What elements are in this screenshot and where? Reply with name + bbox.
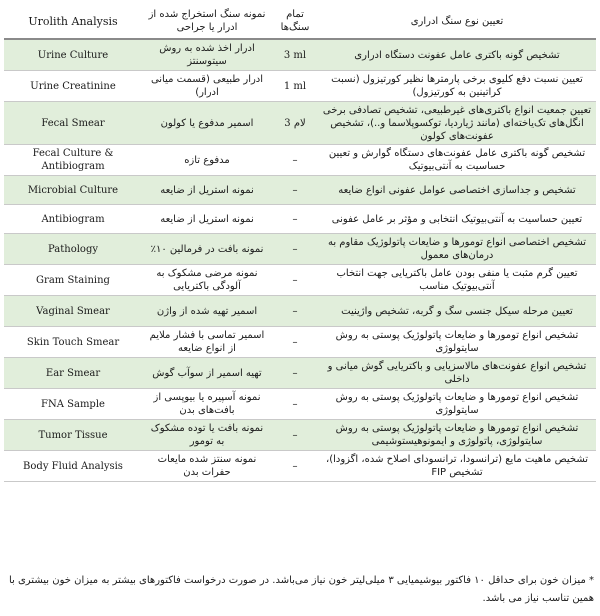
- test-description: تعیین حساسیت به آنتی‌بیوتیک انتخابی و مؤثر بر عامل عفونی: [318, 205, 596, 234]
- sample-volume: –: [272, 265, 318, 296]
- test-description: تشخیص و جداسازی اختصاصی عوامل عفونی انواع ضایعه: [318, 176, 596, 205]
- sample-type: اسمیر مدفوع یا کولون: [142, 102, 272, 145]
- test-description: تشخیص انواع تومورها و ضایعات پاتولوژیک پوستی به روش سایتولوژی، پاتولوژی و ایمونوهیستوشیمی: [318, 420, 596, 451]
- test-description: تشخیص انواع تومورها و ضایعات پاتولوژیک پوستی به روش سایتولوژی: [318, 327, 596, 358]
- sample-type: نمونه مرضی مشکوک به آلودگی باکتریایی: [142, 265, 272, 296]
- table-row: [4, 327, 596, 358]
- analysis-name: Gram Staining: [4, 265, 142, 296]
- sample-type: نمونه بافت در فرمالین ۱۰٪: [142, 234, 272, 265]
- sample-volume: 3 لام: [272, 102, 318, 145]
- sample-volume: 1 ml: [272, 71, 318, 102]
- table-header-row: [4, 4, 596, 39]
- analysis-name: Body Fluid Analysis: [4, 451, 142, 482]
- test-description: تعیین مرحله سیکل جنسی سگ و گربه، تشخیص واژینیت: [318, 296, 596, 327]
- table-row: [4, 71, 596, 102]
- header-analysis: Urolith Analysis: [4, 4, 142, 39]
- sample-volume: –: [272, 145, 318, 176]
- analysis-name: Microbial Culture: [4, 176, 142, 205]
- sample-volume: 3 ml: [272, 39, 318, 71]
- analysis-name: FNA Sample: [4, 389, 142, 420]
- footnote: * میزان خون برای حداقل ۱۰ فاکتور بیوشیمیایی ۳ میلی‌لیتر خون نیاز می‌باشد. در صورت درخواست فاکتورهای بیشتر به میزان خون بیشتری با همین تناسب نیاز می باشد.: [8, 575, 594, 604]
- table-row: [4, 176, 596, 205]
- analysis-name: Urine Culture: [4, 39, 142, 71]
- sample-type: نمونه بافت یا توده مشکوک به تومور: [142, 420, 272, 451]
- analysis-name: Pathology: [4, 234, 142, 265]
- table-row: [4, 265, 596, 296]
- sample-volume: –: [272, 205, 318, 234]
- table-row: [4, 420, 596, 451]
- test-description: تشخیص گونه باکتری عامل عفونت دستگاه ادراری: [318, 39, 596, 71]
- sample-type: مدفوع تازه: [142, 145, 272, 176]
- table-row: [4, 358, 596, 389]
- table-row: [4, 451, 596, 482]
- analysis-name: Fecal Smear: [4, 102, 142, 145]
- test-description: تشخیص اختصاصی انواع تومورها و ضایعات پاتولوژیک مقاوم به درمان‌های معمول: [318, 234, 596, 265]
- sample-type: اسمیر تماسی با فشار ملایم از انواع ضایعه: [142, 327, 272, 358]
- test-description: تعیین جمعیت انواع باکتری‌های غیرطبیعی، تشخیص تصادفی برخی انگل‌های تک‌یاخته‌ای (مانند ژیاردیا، توکسوپلاسما و..)، تشخیص عفونت‌های کولون: [318, 102, 596, 145]
- sample-type: اسمیر تهیه شده از واژن: [142, 296, 272, 327]
- test-description: تشخیص گونه باکتری عامل عفونت‌های دستگاه گوارش و تعیین حساسیت به آنتی‌بیوتیک: [318, 145, 596, 176]
- header-sample: نمونه سنگ استخراج شده از ادرار یا جراحی: [142, 4, 272, 39]
- sample-type: نمونه سنتز شده مایعات حفرات بدن: [142, 451, 272, 482]
- analysis-name: Ear Smear: [4, 358, 142, 389]
- header-volume: تمام سنگ‌ها: [272, 4, 318, 39]
- analysis-name: Fecal Culture & Antibiogram: [4, 145, 142, 176]
- sample-volume: –: [272, 176, 318, 205]
- sample-type: نمونه استریل از ضایعه: [142, 205, 272, 234]
- table-row: [4, 39, 596, 71]
- sample-type: نمونه استریل از ضایعه: [142, 176, 272, 205]
- table-row: [4, 389, 596, 420]
- sample-type: تهیه اسمیر از سوآب گوش: [142, 358, 272, 389]
- test-description: تشخیص انواع تومورها و ضایعات پاتولوژیک پوستی به روش سایتولوژی: [318, 389, 596, 420]
- sample-volume: –: [272, 451, 318, 482]
- test-description: تعیین گرم مثبت یا منفی بودن عامل باکتریایی جهت انتخاب آنتی‌بیوتیک مناسب: [318, 265, 596, 296]
- sample-volume: –: [272, 296, 318, 327]
- sample-type: ادرار طبیعی (قسمت میانی ادرار): [142, 71, 272, 102]
- sample-volume: –: [272, 389, 318, 420]
- test-description: تشخیص انواع عفونت‌های مالاسزیایی و باکتریایی گوش میانی و داخلی: [318, 358, 596, 389]
- analysis-name: Skin Touch Smear: [4, 327, 142, 358]
- analysis-name: Urine Creatinine: [4, 71, 142, 102]
- sample-volume: –: [272, 358, 318, 389]
- sample-volume: –: [272, 234, 318, 265]
- lab-tests-table: [4, 4, 596, 482]
- sample-type: نمونه آسپیره یا بیوپسی از بافت‌های بدن: [142, 389, 272, 420]
- header-description: تعیین نوع سنگ ادراری: [318, 4, 596, 39]
- sample-type: ادرار اخذ شده به روش سیتوسنتز: [142, 39, 272, 71]
- table-row: [4, 296, 596, 327]
- analysis-name: Tumor Tissue: [4, 420, 142, 451]
- analysis-name: Vaginal Smear: [4, 296, 142, 327]
- table-row: [4, 234, 596, 265]
- test-description: تعیین نسبت دفع کلیوی برخی پارمترها نظیر کورتیزول (نسبت کراتینین به کورتیزول): [318, 71, 596, 102]
- table-row: [4, 205, 596, 234]
- analysis-name: Antibiogram: [4, 205, 142, 234]
- table-row: [4, 145, 596, 176]
- sample-volume: –: [272, 327, 318, 358]
- test-description: تشخیص ماهیت مایع (ترانسودا، ترانسودای اصلاح شده، اگزودا)، تشخیص FIP: [318, 451, 596, 482]
- table-row: [4, 102, 596, 145]
- sample-volume: –: [272, 420, 318, 451]
